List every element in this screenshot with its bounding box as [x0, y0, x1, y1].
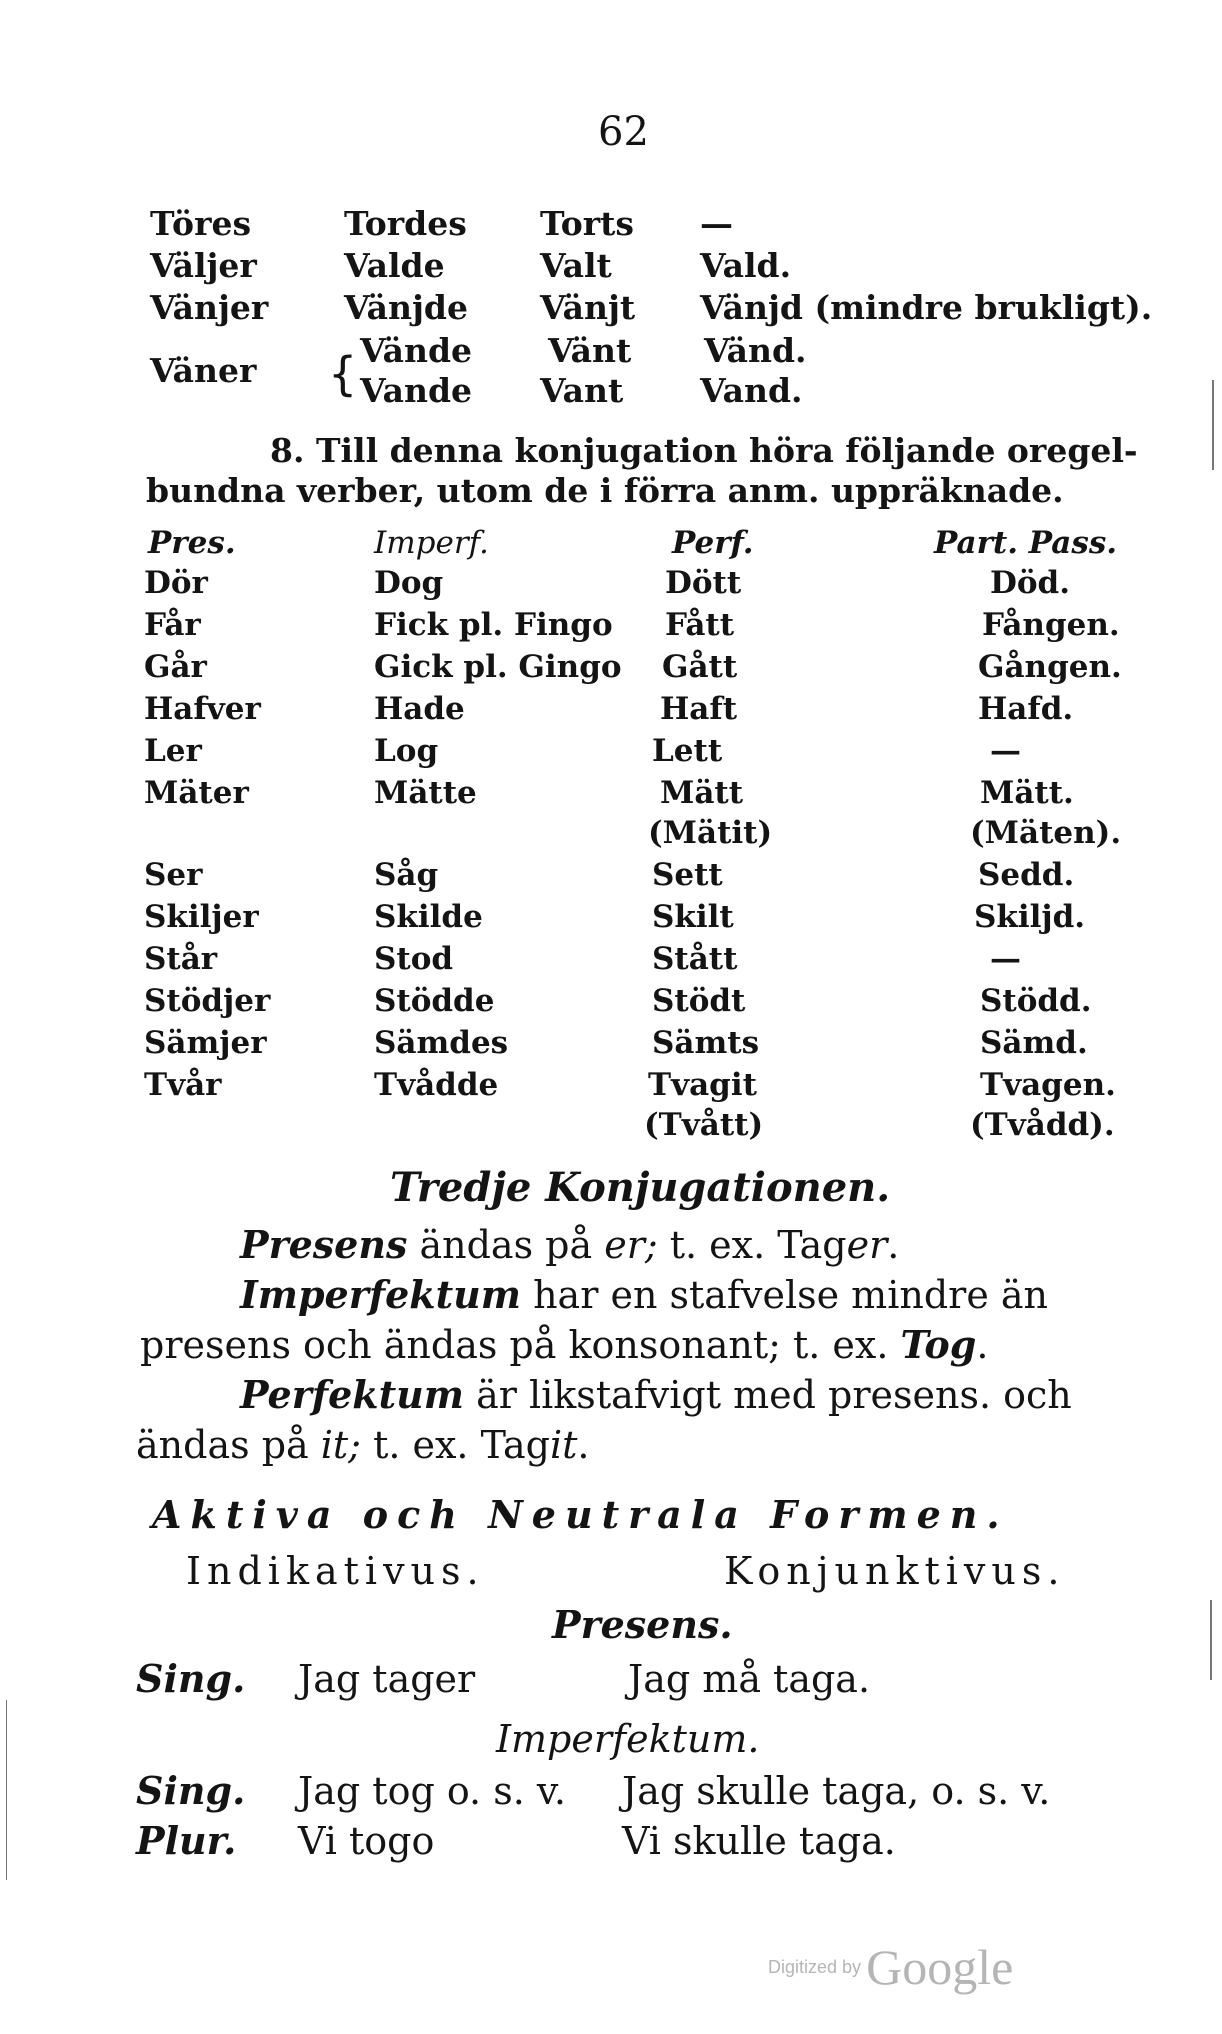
table2-cell: Sämjer	[144, 1025, 267, 1061]
sing-label-2: Sing.	[136, 1768, 246, 1813]
table1-cell: Vande	[360, 371, 473, 410]
table2-cell: Hafd.	[978, 691, 1074, 727]
table2-cell: Såg	[374, 857, 439, 893]
presens-ending: er;	[604, 1223, 658, 1267]
table2-cell: Sämd.	[980, 1025, 1088, 1061]
perf-line1	[240, 1372, 1072, 1417]
para8-line2: bundna verber, utom de i förra anm. uppräknade.	[146, 471, 1064, 510]
table1-cell: Väljer	[150, 246, 257, 285]
scan-edge-mark	[1210, 1600, 1212, 1680]
table1-cell: Vänd.	[704, 331, 807, 370]
perf-ending: it;	[320, 1423, 361, 1467]
indikativus-label: Indikativus.	[186, 1549, 485, 1593]
table2-cell: (Tvådd).	[970, 1107, 1115, 1143]
table2-cell: Log	[374, 733, 439, 769]
table2-cell: Tvagit	[648, 1067, 757, 1103]
table2-cell: Står	[144, 941, 218, 977]
imperf-term: Imperfektum	[240, 1272, 521, 1317]
table2-cell: Går	[144, 649, 207, 685]
table2-cell: Sett	[652, 857, 723, 893]
google-digitized-watermark	[768, 1939, 1014, 1995]
konjunktivus-label: Konjunktivus.	[724, 1549, 1066, 1593]
perf-line2-text: ändas på	[136, 1423, 321, 1467]
table2-cell: Stödd.	[980, 983, 1092, 1019]
presens-line	[240, 1222, 900, 1267]
table2-header: Pres.	[148, 525, 236, 561]
table2-cell: Stått	[652, 941, 738, 977]
sing2-konjunktiv: Jag skulle taga, o. s. v.	[622, 1769, 1051, 1813]
table2-cell: Mätt.	[980, 775, 1074, 811]
table1-cell: Vände	[360, 331, 473, 370]
table2-cell: (Mätit)	[648, 815, 773, 851]
table2-cell: Sämdes	[374, 1025, 509, 1061]
table1-cell: Vänjt	[540, 288, 636, 327]
table2-cell: Dör	[144, 565, 208, 601]
table2-cell: Stod	[374, 941, 454, 977]
table2-header: Imperf.	[374, 525, 489, 561]
plur-konjunktiv: Vi skulle taga.	[622, 1819, 896, 1863]
table2-cell: Sedd.	[978, 857, 1075, 893]
section-heading: Tredje Konjugationen.	[390, 1164, 891, 1211]
table2-cell: Hafver	[144, 691, 261, 727]
table1-cell: Vänt	[548, 331, 632, 370]
presens-text: ändas på	[407, 1223, 605, 1267]
scan-edge-mark	[1212, 380, 1214, 470]
table2-cell: Stödjer	[144, 983, 271, 1019]
table2-cell: (Mäten).	[970, 815, 1122, 851]
table2-cell: Stödt	[652, 983, 746, 1019]
table1-cell: Torts	[540, 204, 634, 243]
para8-line1: 8. Till denna konjugation höra följande oregel-	[270, 431, 1138, 470]
presens-period: .	[887, 1223, 900, 1267]
table2-cell: Skiljd.	[974, 899, 1086, 935]
table2-cell: Ser	[144, 857, 203, 893]
table2-cell: Gick pl. Gingo	[374, 649, 622, 685]
table2-cell: —	[990, 941, 1021, 977]
table2-cell: Lett	[652, 733, 723, 769]
table1-cell: Tordes	[344, 204, 467, 243]
google-logo-text: Google	[866, 1939, 1014, 1995]
brace-mark: {	[328, 347, 358, 401]
table2-cell: Stödde	[374, 983, 495, 1019]
table2-cell: Hade	[374, 691, 465, 727]
sing2-indikativ: Jag tog o. s. v.	[298, 1769, 566, 1813]
imperfektum-label: Imperfektum.	[496, 1717, 760, 1761]
table2-cell: Skiljer	[144, 899, 259, 935]
presens-term: Presens	[240, 1222, 408, 1267]
perf-period: .	[577, 1423, 590, 1467]
table2-cell: Fick pl. Fingo	[374, 607, 613, 643]
table1-cell: Vant	[540, 371, 624, 410]
table2-cell: Sämts	[652, 1025, 760, 1061]
table2-cell: Tvår	[144, 1067, 222, 1103]
table2-cell: Fången.	[982, 607, 1120, 643]
imperf-period: .	[976, 1323, 989, 1367]
page-number: 62	[598, 109, 649, 155]
table2-cell: Tvagen.	[980, 1067, 1116, 1103]
presens-label: Presens.	[552, 1602, 733, 1647]
plur-label: Plur.	[136, 1818, 237, 1863]
table2-cell: —	[990, 733, 1021, 769]
table2-cell: Haft	[660, 691, 738, 727]
table1-cell: Väner	[150, 351, 257, 390]
table1-cell: Valt	[540, 246, 612, 285]
table2-cell: Mätte	[374, 775, 477, 811]
sing1-indikativ: Jag tager	[298, 1657, 476, 1701]
imperf-line1	[240, 1272, 1049, 1317]
sing-label-1: Sing.	[136, 1656, 246, 1701]
table2-cell: Fått	[665, 607, 735, 643]
plur-indikativ: Vi togo	[298, 1819, 435, 1863]
perf-example: t. ex. Tag	[360, 1423, 550, 1467]
table2-cell: Gått	[662, 649, 738, 685]
table2-cell: Får	[144, 607, 201, 643]
table2-cell: Gången.	[978, 649, 1122, 685]
table2-cell: Död.	[990, 565, 1071, 601]
perf-line2	[136, 1423, 590, 1467]
presens-example-ending: er	[846, 1223, 888, 1267]
table2-cell: Skilde	[374, 899, 483, 935]
table2-cell: Dog	[374, 565, 444, 601]
digitized-by-text: Digitized by	[768, 1957, 862, 1977]
table1-cell: Vänjd (mindre brukligt).	[700, 288, 1153, 327]
perf-term: Perfektum	[240, 1372, 464, 1417]
imperf-line2-text: presens och ändas på konsonant; t. ex.	[140, 1323, 901, 1367]
imperf-text: har en stafvelse mindre än	[521, 1273, 1049, 1317]
scan-edge-mark	[6, 1700, 7, 1880]
sing1-konjunktiv: Jag må taga.	[628, 1657, 871, 1701]
table1-cell: Töres	[150, 204, 252, 243]
table2-cell: (Tvått)	[644, 1107, 764, 1143]
table2-cell: Tvådde	[374, 1067, 499, 1103]
imperf-example: Tog	[900, 1322, 977, 1367]
table2-header: Part. Pass.	[934, 525, 1118, 561]
presens-example: t. ex. Tag	[657, 1223, 847, 1267]
forms-title: Aktiva och Neutrala Formen.	[152, 1492, 1009, 1537]
table2-cell: Mätt	[660, 775, 744, 811]
table2-header: Perf.	[672, 525, 754, 561]
table1-cell: —	[700, 204, 733, 243]
table2-cell: Mäter	[144, 775, 249, 811]
perf-example-ending: it	[549, 1423, 578, 1467]
table1-cell: Vand.	[700, 371, 803, 410]
table2-cell: Dött	[665, 565, 742, 601]
table1-cell: Vänjde	[344, 288, 468, 327]
imperf-line2	[140, 1322, 989, 1367]
table2-cell: Ler	[144, 733, 202, 769]
table2-cell: Skilt	[652, 899, 734, 935]
table1-cell: Vänjer	[150, 288, 269, 327]
table1-cell: Vald.	[700, 246, 792, 285]
table1-cell: Valde	[344, 246, 445, 285]
perf-text: är likstafvigt med presens. och	[464, 1373, 1072, 1417]
